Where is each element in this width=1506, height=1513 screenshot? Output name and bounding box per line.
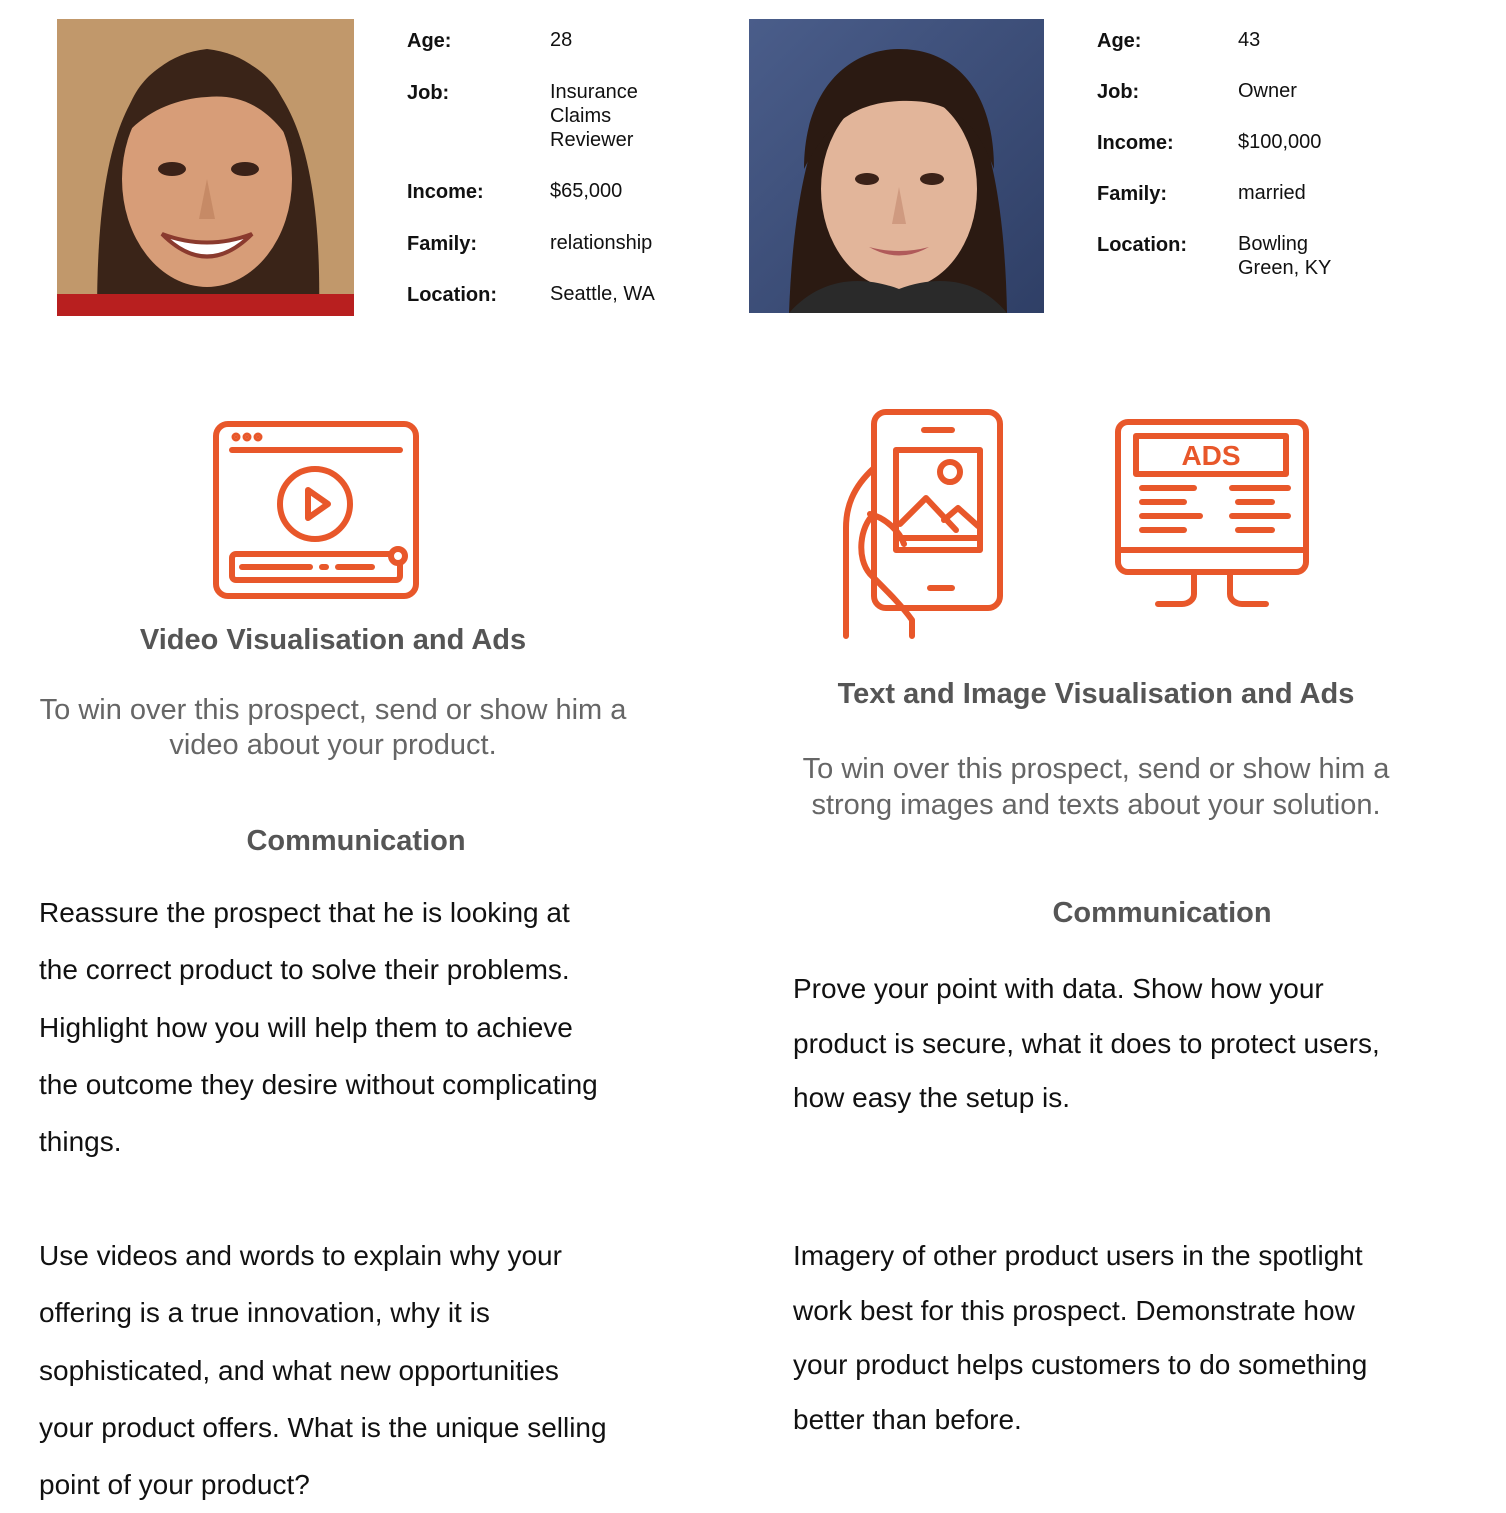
income-label-right: Income: (1097, 132, 1174, 154)
video-player-icon (212, 420, 420, 600)
job-label-left: Job: (407, 82, 450, 104)
persona-photo-left (57, 19, 354, 316)
family-value-left: relationship (550, 232, 653, 254)
ads-text: ADS (1181, 440, 1241, 471)
family-label-right: Family: (1097, 183, 1168, 205)
left-subtitle: To win over this prospect, send or show him a video about your product. (39, 694, 627, 761)
age-label-right: Age: (1097, 30, 1142, 52)
family-label-left: Family: (407, 233, 478, 255)
left-paragraph-1: Reassure the prospect that he is looking at the correct product to solve their problems. Highlight how you will help them to achieve the outcome they desire without complicating things. (39, 897, 598, 1158)
income-value-right: $100,000 (1238, 131, 1322, 153)
right-paragraph-1: Prove your point with data. Show how your product is secure, what it does to protect users, how easy the setup is. (793, 973, 1380, 1113)
location-label-right: Location: (1097, 234, 1187, 256)
family-value-right: married (1238, 182, 1306, 204)
job-label-right: Job: (1097, 81, 1140, 103)
age-value-right: 43 (1238, 29, 1261, 51)
desktop-ads-icon (1114, 418, 1310, 608)
location-label-left: Location: (407, 284, 497, 306)
right-paragraph-2: Imagery of other product users in the spotlight work best for this prospect. Demonstrate how your product helps customers to do something better than before. (793, 1240, 1368, 1435)
income-value-left: $65,000 (550, 180, 623, 202)
right-communication-title: Communication (1052, 897, 1272, 929)
woman-portrait-image (749, 19, 1044, 313)
right-heading: Text and Image Visualisation and Ads (837, 678, 1355, 710)
woman-portrait-image (57, 19, 354, 316)
right-subtitle: To win over this prospect, send or show him a strong images and texts about your solution. (802, 753, 1390, 821)
job-value-left: Insurance Claims Reviewer (550, 81, 638, 151)
income-label-left: Income: (407, 181, 484, 203)
age-label-left: Age: (407, 30, 452, 52)
smartphone-image-icon (840, 408, 1008, 643)
location-value-left: Seattle, WA (550, 283, 655, 305)
left-communication-title: Communication (246, 825, 466, 857)
left-paragraph-2: Use videos and words to explain why your offering is a true innovation, why it is sophisticated, and what new opportunities your product offers. What is the unique selling point of your product? (39, 1240, 607, 1501)
persona-photo-right (749, 19, 1044, 313)
left-heading: Video Visualisation and Ads (139, 624, 527, 656)
age-value-left: 28 (550, 29, 573, 51)
job-value-right: Owner (1238, 80, 1297, 102)
location-value-right: Bowling Green, KY (1238, 233, 1332, 279)
